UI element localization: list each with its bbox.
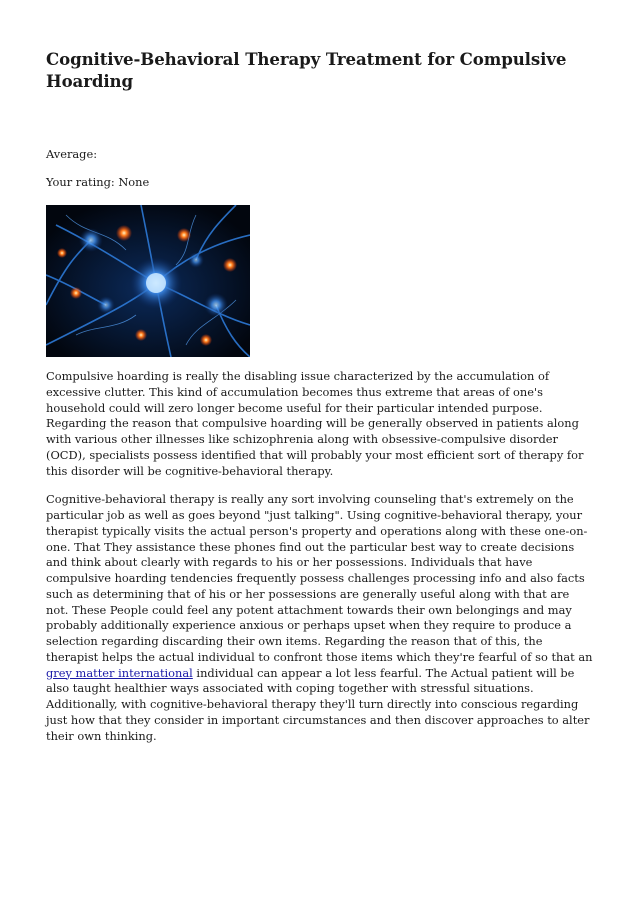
paragraph-2-text-after: individual can appear a lot less fearful. The Actual patient will be also taught healthier ways associated with coping together with stressful situations. Additionally, with cognitive-behavioral therapy they'll turn directly into conscious regarding just how that they consider in important circumstances and then discover approaches to alter their own thinking. <box>46 665 590 743</box>
page-title: Cognitive-Behavioral Therapy Treatment for Compulsive Hoarding <box>46 49 567 91</box>
neuron-illustration <box>46 205 250 357</box>
paragraph-2 <box>46 492 594 744</box>
neuron-image <box>46 205 250 357</box>
average-label: Average: <box>46 147 98 161</box>
grey-matter-international-link[interactable]: grey matter international <box>46 665 193 680</box>
paragraph-1: Compulsive hoarding is really the disabling issue characterized by the accumulation of excessive clutter. This kind of accumulation becomes thus extreme that areas of one's household could will zero longer become useful for their particular intended purpose. Regarding the reason that compulsive hoarding will be generally observed in patients along with various other illnesses like schizophrenia along with obsessive-compulsive disorder (OCD), specialists possess identified that will probably your most efficient sort of therapy for this disorder will be cognitive-behavioral therapy. <box>46 369 584 478</box>
rating-label: Your rating: None <box>46 175 150 189</box>
article <box>46 48 594 744</box>
paragraph-2-text-before: Cognitive-behavioral therapy is really any sort involving counseling that's extremely on the particular job as well as goes beyond "just talking". Using cognitive-behavioral therapy, your therapist typically visits the actual person's property and operations along with these one-on-one. That They assistance these phones find out the particular best way to create decisions and think about clearly with regards to his or her possessions. Individuals that have compulsive hoarding tendencies frequently possess challenges processing info and also facts such as determining that of his or her possessions are generally useful along with that are not. These People could feel any potent attachment towards their own belongings and may probably additionally experience anxious or perhaps upset when they require to produce a selection regarding discarding their own items. Regarding the reason that of this, the therapist helps the actual individual to confront those items which they're fearful of so that an <box>46 492 593 664</box>
